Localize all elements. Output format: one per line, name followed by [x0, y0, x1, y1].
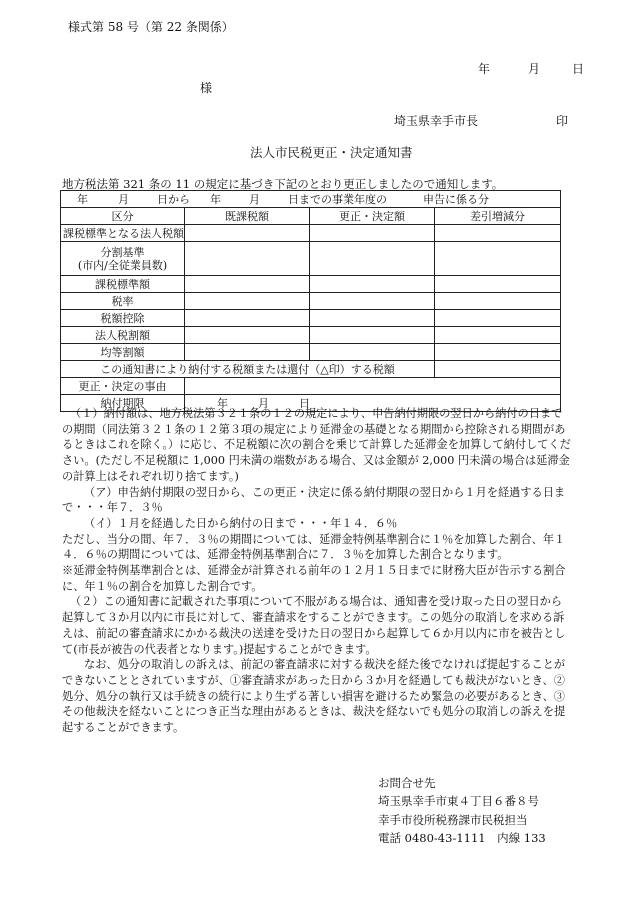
cell [310, 225, 435, 242]
row-label [61, 242, 185, 276]
issuer-name: 埼玉県幸手市長 [394, 114, 479, 128]
issue-date [478, 60, 584, 77]
period-year2: 年 [210, 192, 221, 206]
note-proviso: ただし、当分の間、年７．３％の期間については、延滞金特例基準割合に１％を加算した割合、年１４．６％の期間については、延滞金特例基準割合に７．３％を加算した割合となります。 [62, 532, 566, 562]
cell [435, 242, 561, 276]
deadline-label: 納付期限 [61, 395, 185, 412]
cell [310, 310, 435, 327]
row-label: 課税標準額 [61, 276, 185, 293]
date-month-label: 月 [528, 62, 541, 76]
table-row [61, 344, 561, 361]
period-month: 月 [118, 192, 129, 206]
table-row [61, 310, 561, 327]
date-year-label: 年 [478, 62, 491, 76]
deadline-month: 月 [258, 396, 269, 410]
reason-row [61, 378, 561, 395]
cell [185, 344, 310, 361]
row-label: 税額控除 [61, 310, 185, 327]
contact-block [378, 774, 546, 848]
reason-label: 更正・決定の事由 [61, 378, 185, 395]
cell [185, 225, 310, 242]
cell [435, 276, 561, 293]
deadline-year: 年 [217, 396, 228, 410]
date-day-label: 日 [572, 62, 585, 76]
table-row [61, 293, 561, 310]
tax-table [60, 190, 561, 412]
cell [185, 310, 310, 327]
note-remark: なお、処分の取消しの訴えは、前記の審査請求に対する裁決を経た後でなければ提起することができないこととされていますが、①審査請求があった日から３か月を経過しても裁決がないとき、②処分、処分の執行又は手続きの続行により生ずる著しい損害を避けるため緊急の必要があるとき、③その他裁決を経ないことにつき正当な理由があるときは、裁決を経ないでも処分の取消しの訴えを提起することができます。 [62, 658, 566, 735]
cell [310, 276, 435, 293]
intro-text: 地方税法第 321 条の 11 の規定に基づき下記のとおり更正しましたので通知します。 [62, 177, 504, 191]
contact-label: お問合せ先 [378, 776, 436, 790]
row-label-sub: (市内/全従業員数) [77, 258, 168, 272]
table-row [61, 242, 561, 276]
cell [435, 344, 561, 361]
period-year: 年 [77, 192, 88, 206]
header-row [61, 208, 561, 225]
payable-row [61, 361, 561, 378]
cell [185, 327, 310, 344]
table-row [61, 276, 561, 293]
row-label: 均等割額 [61, 344, 185, 361]
reason-cell [185, 378, 561, 395]
contact-office: 幸手市役所税務課市民税担当 [378, 812, 528, 827]
cell [435, 310, 561, 327]
table-row [61, 327, 561, 344]
col-revised: 更正・決定額 [310, 208, 435, 225]
note-2: （２）この通知書に記載された事項について不服がある場合は、通知書を受け取った日の翌日から起算して３か月以内に市長に対して、審査請求をすることができます。この処分の取消しを求める訴えは、前記の審査請求にかかる裁決の送達を受けた日の翌日から起算して６か月以内に市を被告として(市長が被告の代表者となります。)提起することができます。 [62, 595, 566, 656]
note-asterisk: ※延滞金特例基準割合とは、延滞金が計算される前年の１２月１５日までに財務大臣が告示する割合に、年１％の割合を加算した割合です。 [62, 564, 566, 593]
cell [310, 242, 435, 276]
cell [435, 225, 561, 242]
row-label: 法人税割額 [61, 327, 185, 344]
col-category: 区分 [61, 208, 185, 225]
note-i: （イ）１月を経過した日から納付の日まで・・・年１４．６％ [84, 516, 398, 530]
row-label: 課税標準となる法人税額 [61, 225, 185, 242]
period-cell [61, 191, 561, 208]
table-row [61, 225, 561, 242]
cell [185, 242, 310, 276]
payable-label: この通知書により納付する税額または還付（△印）する税額 [61, 361, 435, 378]
col-difference: 差引増減分 [435, 208, 561, 225]
cell [310, 293, 435, 310]
period-declaration: 申告に係る分 [423, 192, 489, 206]
addressee-suffix: 様 [200, 81, 213, 95]
cell [435, 361, 561, 378]
note-1: （１）納付額は、地方税法第３２１条の１２の規定により、申告納付期限の翌日から納付の日までの期間（同法第３２１条の１２第３項の規定により延滞金の基礎となる期間から控除される期間があるときはこれを除く。）に応じ、不足税額に次の割合を乗じて計算した延滞金を加算して納付してください。(ただし不足税額に 1,000 円未満の端数がある場合、又は金額が 2,000 円未満の場合は延滞金の計算上はそれぞれ切り捨てます。) [62, 407, 571, 483]
note-a: （ア）申告納付期限の翌日から、この更正・決定に係る納付期限の翌日から１月を経過する日まで・・・年７．３％ [62, 485, 566, 515]
col-existing: 既課税額 [185, 208, 310, 225]
cell [435, 293, 561, 310]
row-label-main: 分割基準 [100, 245, 145, 259]
contact-address: 埼玉県幸手市東４丁目６番８号 [378, 794, 539, 809]
period-row [61, 191, 561, 208]
period-until: 日までの事業年度の [288, 192, 387, 206]
deadline-day: 日 [299, 396, 310, 410]
contact-phone: 電話 0480-43-1111 内線 133 [378, 831, 546, 846]
cell [435, 327, 561, 344]
cell [310, 327, 435, 344]
form-number: 様式第 58 号（第 22 条関係） [68, 20, 234, 34]
cell [310, 344, 435, 361]
document-title: 法人市民税更正・決定通知書 [250, 145, 413, 160]
seal-mark: 印 [556, 114, 569, 128]
row-label: 税率 [61, 293, 185, 310]
cell [185, 276, 310, 293]
period-from: 日から [157, 192, 190, 206]
notes-section [62, 406, 572, 736]
period-month2: 月 [249, 192, 260, 206]
cell [185, 293, 310, 310]
